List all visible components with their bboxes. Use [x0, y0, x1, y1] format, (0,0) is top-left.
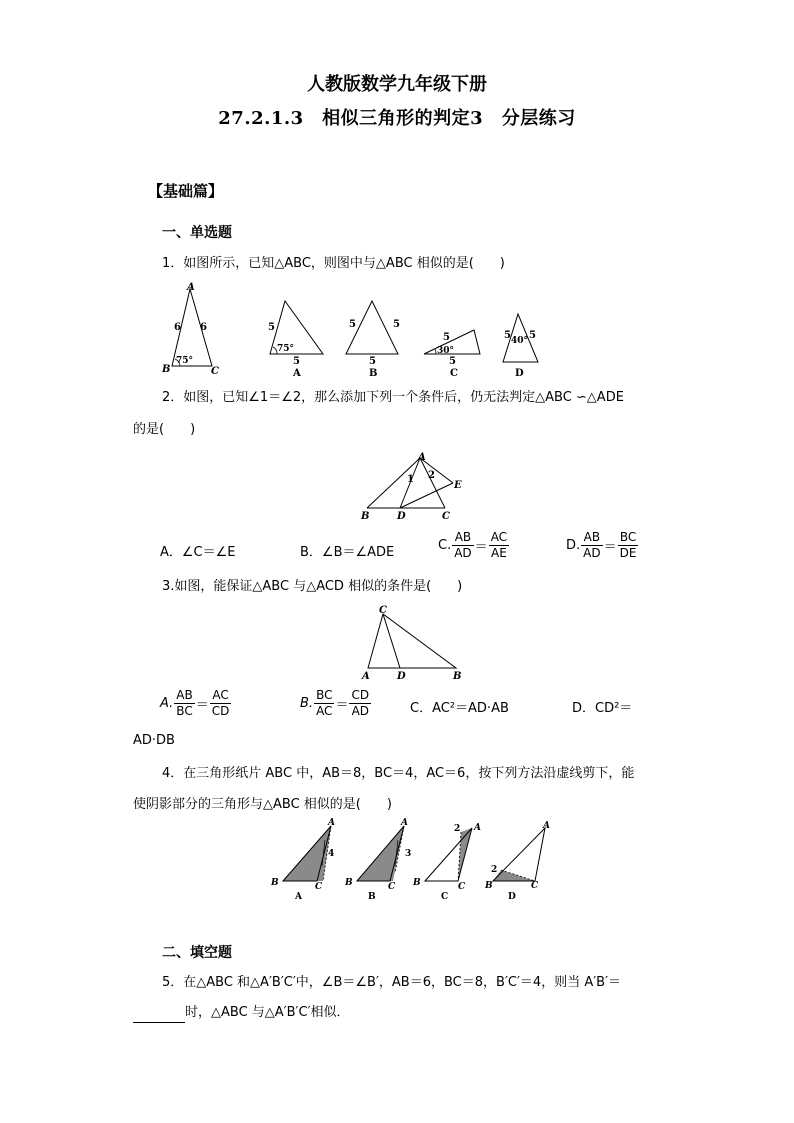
q1-optC-side-bottom: 5 [449, 356, 456, 367]
q2-optD-frac1: $\frac{AB}{AD}$ [583, 530, 601, 560]
section-single-choice: 一、单选题 [162, 225, 232, 241]
q3-label-D: D [397, 671, 406, 682]
svg-text:A: A [543, 821, 550, 831]
book-title: 人教版数学九年级下册 [307, 74, 487, 95]
question-1-text: 1．如图所示，已知△ABC，则图中与△ABC 相似的是( ) [162, 256, 505, 271]
svg-text:B: B [345, 878, 353, 888]
q2-angle-2: 2 [428, 470, 435, 481]
q3-optB-frac1: $\frac{BC}{AC}$ [316, 688, 333, 718]
q1-label-C: C [211, 366, 219, 377]
question-4-figure [265, 818, 565, 906]
q3-optA-frac1: $\frac{AB}{BC}$ [176, 688, 193, 718]
q3-label-A: A [362, 671, 370, 682]
svg-text:D: D [508, 892, 516, 902]
question-4-line2: 使阴影部分的三角形与△ABC 相似的是( ) [133, 797, 392, 812]
q1-figure-label-D: D [515, 368, 524, 379]
q3-optA-label: A. [160, 696, 174, 711]
q2-angle-1: 1 [407, 474, 414, 485]
q2-option-C[interactable]: C. $\frac{AB}{AD}$ ＝ $\frac{AC}{AE}$ [438, 530, 508, 560]
question-5-line1: 5．在△ABC 和△A′B′C′中，∠B＝∠B′，AB＝6，BC＝8，B′C′＝4，则当 A′B′＝ [162, 975, 622, 990]
q1-label-A: A [187, 282, 195, 293]
q1-figure-label-B: B [369, 368, 378, 379]
q1-main-side-left: 6 [174, 322, 181, 333]
question-5-line2: 时，△ABC 与△A′B′C′相似． [185, 1005, 350, 1020]
q1-optB-side-bottom: 5 [369, 356, 376, 367]
svg-text:4: 4 [328, 849, 335, 859]
q3-option-B[interactable]: B. $\frac{BC}{AC}$ ＝ $\frac{CD}{AD}$ [300, 688, 370, 718]
q3-option-D-continued: AD·DB [133, 733, 175, 748]
q1-optD-side-right: 5 [529, 330, 536, 341]
svg-text:C: C [458, 882, 466, 892]
question-2-line1: 2．如图，已知∠1＝∠2，那么添加下列一个条件后，仍无法判定△ABC ∽△ADE [162, 390, 624, 405]
q2-option-B[interactable]: B．∠B＝∠ADE [300, 545, 395, 560]
q3-option-A[interactable]: A. $\frac{AB}{BC}$ ＝ $\frac{AC}{CD}$ [160, 688, 230, 718]
section-fill-blank: 二、填空题 [162, 945, 232, 961]
q3-label-C: C [379, 605, 387, 616]
svg-text:C: C [531, 881, 539, 891]
q1-optB-side-right: 5 [393, 319, 400, 330]
question-2-line2: 的是( ) [133, 422, 196, 437]
q2-option-A[interactable]: A．∠C＝∠E [160, 545, 236, 560]
q3-optB-frac2: $\frac{CD}{AD}$ [351, 688, 370, 718]
q2-optC-frac2: $\frac{AC}{AE}$ [490, 530, 508, 560]
question-1-figure [160, 280, 560, 380]
q2-label-A: A [418, 452, 426, 463]
q1-optC-angle: 30° [437, 346, 455, 356]
svg-text:B: B [271, 878, 279, 888]
q3-label-B: B [453, 671, 462, 682]
q3-option-D[interactable]: D．CD²＝ [572, 701, 633, 716]
lesson-title: 27.2.1.3 相似三角形的判定3 分层练习 [218, 108, 576, 129]
svg-text:2: 2 [454, 824, 461, 834]
q3-optB-label: B. [300, 696, 314, 711]
q3-option-C[interactable]: C．AC²＝AD·AB [410, 701, 509, 716]
svg-text:C: C [441, 892, 449, 902]
question-4-line1: 4．在三角形纸片 ABC 中，AB＝8，BC＝4，AC＝6，按下列方法沿虚线剪下，能 [162, 766, 635, 781]
q1-figure-label-A: A [293, 368, 301, 379]
q2-label-E: E [454, 480, 462, 491]
svg-text:A: A [295, 892, 302, 902]
svg-text:B: B [485, 881, 493, 891]
q1-label-B: B [162, 364, 171, 375]
q1-optC-side-top: 5 [443, 332, 450, 343]
q1-main-side-right: 6 [200, 322, 207, 333]
q2-label-C: C [442, 511, 450, 522]
question-3-figure [358, 602, 468, 682]
level-heading: 【基础篇】 [148, 182, 224, 200]
q1-optB-side-left: 5 [349, 319, 356, 330]
svg-text:C: C [315, 882, 323, 892]
svg-text:C: C [388, 882, 396, 892]
q1-optD-side-left: 5 [504, 330, 511, 341]
q2-optD-frac2: $\frac{BC}{DE}$ [619, 530, 637, 560]
q5-answer-blank[interactable] [133, 1008, 185, 1023]
q1-optA-side-bottom: 5 [293, 356, 300, 367]
q2-label-D: D [397, 511, 406, 522]
svg-text:A: A [328, 818, 335, 828]
q2-option-D[interactable]: D. $\frac{AB}{AD}$ ＝ $\frac{BC}{DE}$ [566, 530, 637, 560]
q2-optC-label: C. [438, 538, 452, 553]
q2-label-B: B [361, 511, 370, 522]
q1-optD-angle: 40° [511, 336, 529, 346]
question-5-line2-wrap [133, 1003, 350, 1023]
svg-text:3: 3 [405, 849, 412, 859]
q1-main-angle: 75° [176, 356, 194, 366]
svg-text:A: A [401, 818, 408, 828]
question-3-text: 3.如图，能保证△ABC 与△ACD 相似的条件是( ) [162, 579, 463, 594]
svg-text:2: 2 [491, 865, 498, 875]
q2-optC-frac1: $\frac{AB}{AD}$ [454, 530, 472, 560]
q1-optA-side-left: 5 [268, 322, 275, 333]
q2-optD-label: D. [566, 538, 581, 553]
svg-text:A: A [474, 823, 481, 833]
svg-text:B: B [413, 878, 421, 888]
question-2-figure [355, 448, 475, 523]
svg-text:B: B [368, 892, 376, 902]
q3-optA-frac2: $\frac{AC}{CD}$ [211, 688, 230, 718]
q1-figure-label-C: C [450, 368, 458, 379]
q1-optA-angle: 75° [277, 344, 295, 354]
